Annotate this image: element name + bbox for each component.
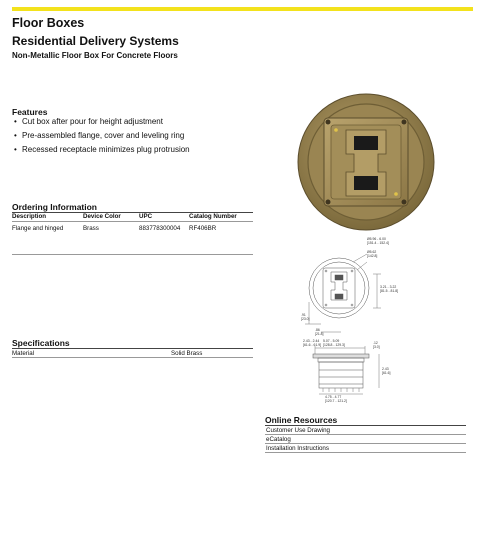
col-description: Description	[12, 213, 47, 220]
yellow-accent-bar	[12, 7, 473, 11]
product-title: Non-Metallic Floor Box For Concrete Floors	[12, 51, 178, 60]
dim-side-height: 2.43	[382, 367, 389, 371]
dim-lip: .12	[373, 341, 378, 345]
row-catalog-number: RF406BR	[189, 225, 217, 232]
dim-height-mm: [81.5 - 81.8]	[380, 289, 399, 293]
ordering-heading: Ordering Information	[12, 202, 97, 212]
dim-left-mm: [23.0]	[301, 317, 310, 321]
dim-top-width: 5.07 - 5.09	[323, 339, 340, 343]
bullet-icon: •	[14, 145, 17, 154]
spec-label: Material	[12, 350, 35, 357]
specifications-heading: Specifications	[12, 338, 70, 348]
dim-left: .91	[301, 313, 306, 317]
col-catalog-number: Catalog Number	[189, 213, 237, 220]
bullet-icon: •	[14, 117, 17, 126]
spec-rule	[12, 348, 253, 349]
dim-base-width-mm: [120.7 - 121.2]	[325, 399, 347, 403]
link-ecatalog[interactable]: eCatalog	[266, 436, 291, 443]
dim-outer-mm: [151.4 - 152.4]	[367, 241, 389, 245]
dim-base-width: 4.75 - 4.77	[325, 395, 342, 399]
feature-item: • Cut box after pour for height adjustment	[14, 117, 163, 126]
dim-inner: Ø5.62	[367, 250, 377, 254]
series-title: Residential Delivery Systems	[12, 34, 179, 48]
row-description: Flange and hinged	[12, 225, 64, 232]
features-heading: Features	[12, 107, 48, 117]
dim-side-height-mm: [61.6]	[382, 371, 391, 375]
bullet-icon: •	[14, 131, 17, 140]
feature-item: • Pre-assembled flange, cover and leveling ring	[14, 131, 185, 140]
dim-bottom-mm: [61.6 - 61.9]	[303, 343, 322, 347]
category-title: Floor Boxes	[12, 16, 85, 30]
spec-end-rule	[12, 357, 253, 358]
link-installation-instructions[interactable]: Installation Instructions	[266, 445, 329, 452]
spec-value: Solid Brass	[171, 350, 203, 357]
online-divider	[265, 434, 466, 435]
ordering-end-rule	[12, 254, 253, 255]
outer-circle	[309, 258, 369, 318]
dim-bottom: 2.43 - 2.44	[303, 339, 320, 343]
feature-item: • Recessed receptacle minimizes plug protrusion	[14, 145, 190, 154]
side-ring	[318, 358, 364, 362]
dim-lip-mm: [3.0]	[373, 345, 380, 349]
row-device-color: Brass	[83, 225, 99, 232]
dim-top-width-mm: [128.8 - 129.3]	[323, 343, 345, 347]
online-divider	[265, 443, 466, 444]
online-rule	[265, 425, 466, 426]
product-photo	[296, 92, 436, 232]
online-resources-heading: Online Resources	[265, 415, 338, 425]
ordering-header-rule	[12, 221, 253, 222]
link-customer-use-drawing[interactable]: Customer Use Drawing	[266, 427, 330, 434]
dim-inner-mm: [142.8]	[367, 254, 378, 258]
col-device-color: Device Color	[83, 213, 121, 220]
technical-drawing	[285, 236, 400, 404]
dim-small-mm: [21.8]	[315, 332, 324, 336]
online-end-rule	[265, 452, 466, 453]
dim-small: .86	[315, 328, 320, 332]
col-upc: UPC	[139, 213, 153, 220]
row-upc: 883778300004	[139, 225, 181, 232]
dim-outer: Ø5.96 - 6.00	[367, 237, 386, 241]
side-flange	[313, 354, 369, 358]
dim-height: 3.21 - 3.22	[380, 285, 397, 289]
